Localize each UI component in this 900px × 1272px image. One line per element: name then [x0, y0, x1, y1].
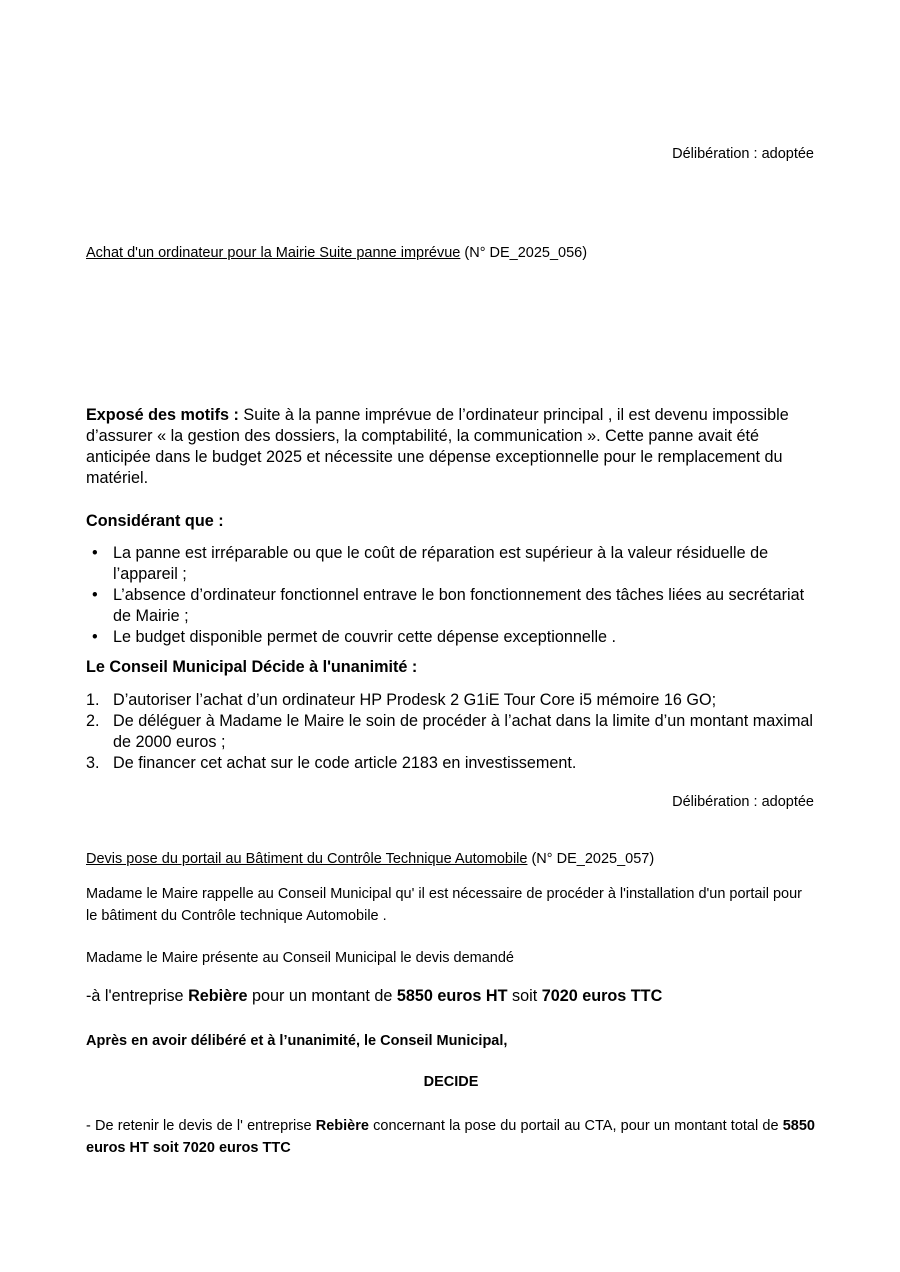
quote-line	[86, 987, 662, 1006]
final-mid: concernant la pose du portail au CTA, pour un montant total de	[368, 1118, 783, 1134]
expose-des-motifs	[86, 405, 816, 489]
deliberated-line: Après en avoir délibéré et à l’unanimité, le Conseil Municipal,	[86, 1033, 508, 1049]
bullet-marker: •	[92, 544, 98, 562]
bullet-marker: •	[92, 586, 98, 604]
deliberation-title-text-2: Devis pose du portail au Bâtiment du Contrôle Technique Automobile	[86, 851, 528, 867]
final-company: Rebière	[315, 1118, 369, 1134]
list-item-text: La panne est irréparable ou que le coût de réparation est supérieur à la valeur résiduelle de l’appareil ;	[113, 544, 769, 583]
final-decision	[86, 1115, 815, 1159]
decide-title: DECIDE	[423, 1074, 479, 1090]
expose-text: Suite à la panne imprévue de l’ordinateur principal , il est devenu impossible d’assurer « la gestion des dossiers, la comptabilité, la communication ». Cette panne avait été anticipée dans le budget 2025 et nécessite une dépense exceptionnelle pour le remplacement du matériel.	[86, 406, 789, 487]
number-marker: 3.	[86, 754, 100, 772]
quote-amount-ttc: 7020 euros TTC	[541, 987, 663, 1005]
decision-list	[86, 690, 816, 774]
list-item	[86, 543, 816, 585]
paragraph-rappel: Madame le Maire rappelle au Conseil Municipal qu' il est nécessaire de procéder à l'installation d'un portail pour le bâtiment du Contrôle technique Automobile .	[86, 886, 802, 924]
list-item	[86, 627, 816, 648]
list-item-text: D’autoriser l’achat d’un ordinateur HP Prodesk 2 G1iE Tour Core i5 mémoire 16 GO;	[113, 691, 717, 709]
list-item	[86, 585, 816, 627]
list-item	[86, 753, 816, 774]
considerant-list	[86, 543, 816, 648]
quote-mid: pour un montant de	[247, 987, 397, 1005]
list-item	[86, 711, 816, 753]
decide-heading: Le Conseil Municipal Décide à l'unanimité :	[86, 658, 418, 676]
list-item-text: De déléguer à Madame le Maire le soin de procéder à l’achat dans la limite d’un montant maximal de 2000 euros ;	[113, 712, 814, 751]
bullet-marker: •	[92, 628, 98, 646]
considerant-heading: Considérant que :	[86, 512, 224, 530]
quote-soit: soit	[507, 987, 542, 1005]
final-amount: 5850 euros HT soit 7020 euros TTC	[86, 1118, 815, 1156]
quote-prefix: -à l'entreprise	[86, 987, 189, 1005]
paragraph-presente: Madame le Maire présente au Conseil Municipal le devis demandé	[86, 950, 514, 966]
list-item-text: L’absence d’ordinateur fonctionnel entrave le bon fonctionnement des tâches liées au secrétariat de Mairie ;	[113, 586, 805, 625]
final-prefix: - De retenir le devis de l' entreprise	[86, 1118, 316, 1134]
deliberation-number-2: (N° DE_2025_057)	[527, 851, 655, 867]
list-item-text: Le budget disponible permet de couvrir cette dépense exceptionnelle .	[113, 628, 617, 646]
list-item	[86, 690, 816, 711]
deliberation-title-2	[86, 851, 654, 867]
quote-company: Rebière	[188, 987, 248, 1005]
quote-amount-ht: 5850 euros HT	[396, 987, 508, 1005]
deliberation-number-1: (N° DE_2025_056)	[460, 245, 588, 261]
deliberation-status-1: Délibération : adoptée	[672, 146, 814, 162]
deliberation-title-text-1: Achat d'un ordinateur pour la Mairie Suite panne imprévue	[86, 245, 461, 261]
deliberation-title-1	[86, 245, 587, 261]
number-marker: 2.	[86, 712, 100, 730]
list-item-text: De financer cet achat sur le code article 2183 en investissement.	[113, 754, 577, 772]
expose-label: Exposé des motifs :	[86, 406, 239, 424]
deliberation-status-2: Délibération : adoptée	[672, 794, 814, 810]
number-marker: 1.	[86, 691, 100, 709]
